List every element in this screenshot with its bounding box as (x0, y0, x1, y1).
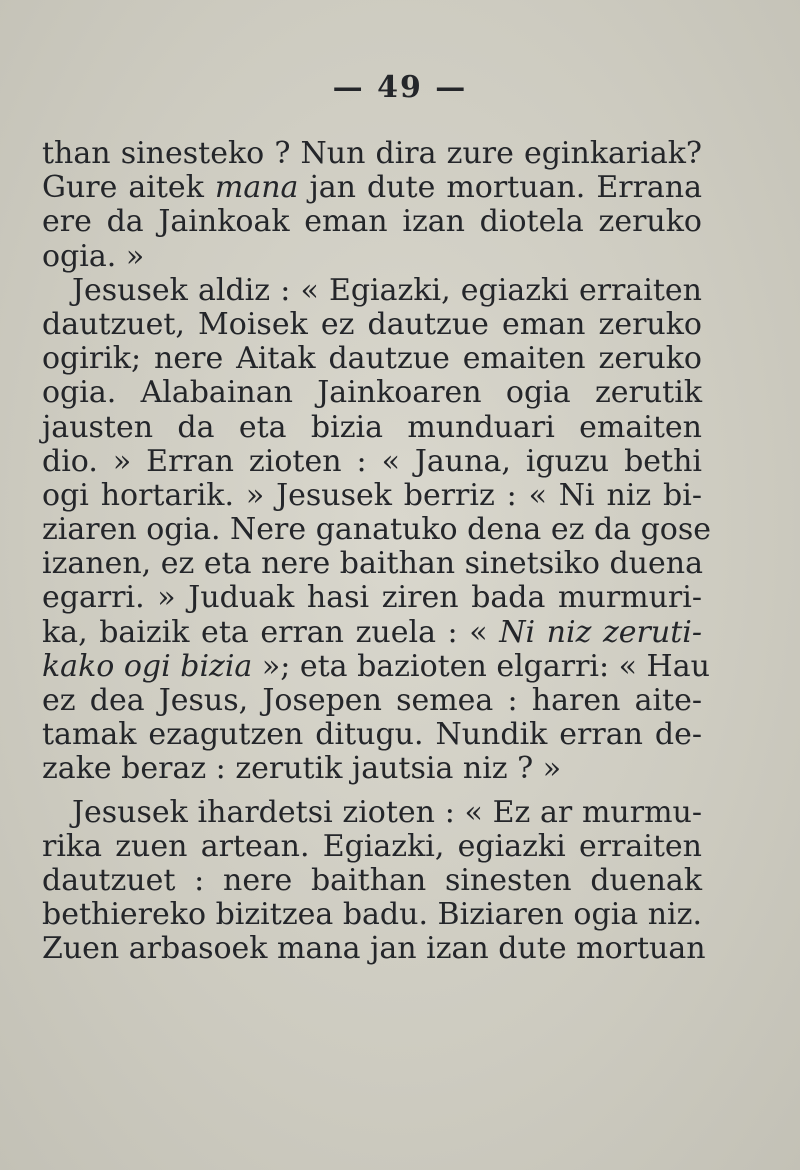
body-text (42, 136, 711, 967)
text-fragment: ka, baizik eta erran zuela : « (42, 614, 500, 650)
text-line: than sinesteko ? Nun dira zure eginkariak? (42, 136, 702, 171)
text-line: izanen, ez eta nere baithan sinetsiko duena (42, 546, 703, 582)
italic-word: mana (214, 170, 299, 206)
text-fragment: Gure aitek (42, 170, 215, 206)
text-line: dio. » Erran zioten : « Jauna, iguzu bethi (42, 443, 702, 479)
text-line: ogirik; nere Aitak dautzue emaiten zeruko (42, 341, 702, 377)
italic-phrase: kako ogi bizia (42, 648, 253, 684)
text-line: Zuen arbasoek mana jan izan dute mortuan (42, 931, 706, 967)
text-line: ogi hortarik. » Jesusek berriz : « Ni niz bi- (42, 477, 702, 513)
text-line: tamak ezagutzen ditugu. Nundik erran de- (42, 717, 702, 753)
text-line: ogia. » (42, 238, 145, 274)
text-line: zake beraz : zerutik jautsia niz ? » (42, 751, 562, 787)
text-line: ere da Jainkoak eman izan diotela zeruko (42, 204, 702, 240)
text-line: Jesusek ihardetsi zioten : « Ez ar murmu- (72, 794, 702, 830)
text-fragment: jan dute mortuan. Errana (298, 170, 702, 206)
text-line (42, 648, 710, 684)
text-line: Jesusek aldiz : « Egiazki, egiazki erraiten (72, 272, 702, 308)
text-line: rika zuen artean. Egiazki, egiazki erraiten (42, 828, 702, 864)
text-line: egarri. » Juduak hasi ziren bada murmuri- (42, 580, 702, 616)
text-line: ogia. Alabainan Jainkoaren ogia zerutik (42, 375, 702, 411)
text-line: ez dea Jesus, Josepen semea : haren aite- (42, 683, 702, 718)
text-line: dautzuet : nere baithan sinesten duenak (42, 862, 702, 898)
text-fragment: »; eta bazioten elgarri: « Hau (252, 648, 710, 684)
text-line: ziaren ogia. Nere ganatuko dena ez da gose (42, 512, 711, 548)
text-line (42, 171, 702, 205)
text-line (42, 616, 702, 650)
text-line: dautzuet, Moisek ez dautzue eman zeruko (42, 306, 702, 342)
text-line: jausten da eta bizia munduari emaiten (42, 409, 702, 445)
text-line: bethiereko bizitzea badu. Biziaren ogia niz. (42, 897, 702, 933)
italic-phrase: Ni niz zeruti- (499, 614, 702, 650)
page-number: — 49 — (332, 70, 468, 105)
